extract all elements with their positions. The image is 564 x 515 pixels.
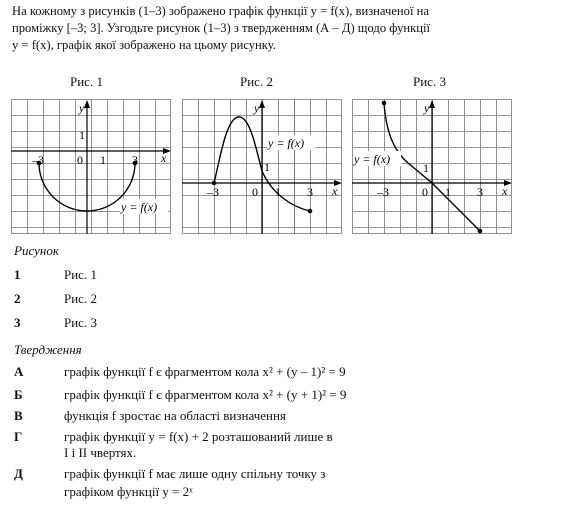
- statement-key: А: [14, 364, 24, 379]
- figure-2-tick-3: 3: [307, 185, 313, 199]
- statement-text: графік функції f є фрагментом кола x² + (y + 1)² = 9: [64, 387, 347, 402]
- figure-option-text: Рис. 1: [64, 267, 97, 282]
- figure-2-svg: [182, 99, 342, 234]
- statements-section-title: Твердження: [14, 342, 82, 357]
- statement-text: графік функції f є фрагментом кола x² + (y – 1)² = 9: [64, 364, 346, 379]
- figure-3-y-label: y: [424, 101, 430, 115]
- figure-2-tick-y-1: 1: [264, 160, 270, 174]
- figure-1-tick-neg3: –3: [32, 153, 44, 167]
- figure-1-title: Рис. 1: [70, 74, 103, 89]
- figure-1-tick-1: 1: [100, 153, 106, 167]
- figure-2-endpoint-right: [308, 209, 313, 214]
- figure-option-key: 2: [14, 291, 21, 306]
- figure-3-y-arrow: [429, 100, 435, 108]
- figure-3-tick-y-1: 1: [423, 161, 429, 175]
- intro-line-1: На кожному з рисунків (1–3) зображено графік функції y = f(x), визначеної на: [12, 4, 429, 18]
- figure-1-graph: [11, 99, 171, 234]
- figure-1-svg: [11, 99, 171, 234]
- figures-section-title: Рисунок: [14, 243, 59, 258]
- figure-2-graph: [182, 99, 342, 234]
- figure-1-y-label: y: [79, 101, 85, 115]
- statement-text-continued: I і II чвертях.: [64, 445, 137, 460]
- statement-text-continued: графіком функції y = 2ˣ: [64, 484, 193, 499]
- figure-3-graph: [352, 99, 512, 234]
- figure-1-tick-y-1: 1: [79, 128, 85, 142]
- figure-3-x-label: x: [502, 184, 508, 198]
- figure-2-x-label: x: [332, 184, 338, 198]
- figure-3-title: Рис. 3: [413, 74, 446, 89]
- figure-3-endpoint-left: [382, 101, 387, 106]
- figure-1-y-arrow: [84, 100, 90, 108]
- figure-3-tick-3: 3: [477, 185, 483, 199]
- statement-key: Б: [14, 387, 23, 402]
- figure-3-endpoint-right: [478, 229, 483, 234]
- statement-text: функція f зростає на області визначення: [64, 408, 286, 423]
- figure-option-text: Рис. 3: [64, 315, 97, 330]
- statement-text: графік функції f має лише одну спільну точку з: [64, 466, 326, 481]
- figure-3-svg: [352, 99, 512, 234]
- figure-1-origin: 0: [77, 153, 83, 167]
- statement-key: Г: [14, 429, 23, 444]
- task-intro: [12, 3, 546, 54]
- figure-1-tick-3: 3: [132, 153, 138, 167]
- figure-3-fn-label: y = f(x): [354, 152, 391, 166]
- figure-3-axes: [352, 100, 512, 234]
- figure-2-title: Рис. 2: [240, 74, 273, 89]
- figure-2-fn-label: y = f(x): [268, 136, 305, 150]
- figure-1-fn-label: y = f(x): [121, 200, 158, 214]
- figure-3-tick-1: 1: [445, 185, 451, 199]
- figure-3-tick-neg3: –3: [377, 185, 389, 199]
- figure-3-origin: 0: [422, 185, 428, 199]
- figure-2-y-label: y: [254, 101, 260, 115]
- figure-1-x-label: x: [161, 151, 167, 165]
- figure-2-y-arrow: [259, 100, 265, 108]
- figure-2-axes: [182, 100, 342, 234]
- figure-option-text: Рис. 2: [64, 291, 97, 306]
- figure-2-tick-1: 1: [275, 185, 281, 199]
- figure-option-key: 1: [14, 267, 21, 282]
- figure-2-tick-neg3: –3: [207, 185, 219, 199]
- statement-text: графік функції y = f(x) + 2 розташований лише в: [64, 429, 333, 444]
- figure-option-key: 3: [14, 315, 21, 330]
- statement-key: Д: [14, 466, 23, 481]
- intro-line-2: проміжку [–3; 3]. Узгодьте рисунок (1–3) з твердженням (А – Д) щодо функції: [12, 21, 431, 35]
- figure-2-origin: 0: [252, 185, 258, 199]
- statement-key: В: [14, 408, 23, 423]
- intro-line-3: y = f(x), графік якої зображено на цьому рисунку.: [12, 38, 276, 52]
